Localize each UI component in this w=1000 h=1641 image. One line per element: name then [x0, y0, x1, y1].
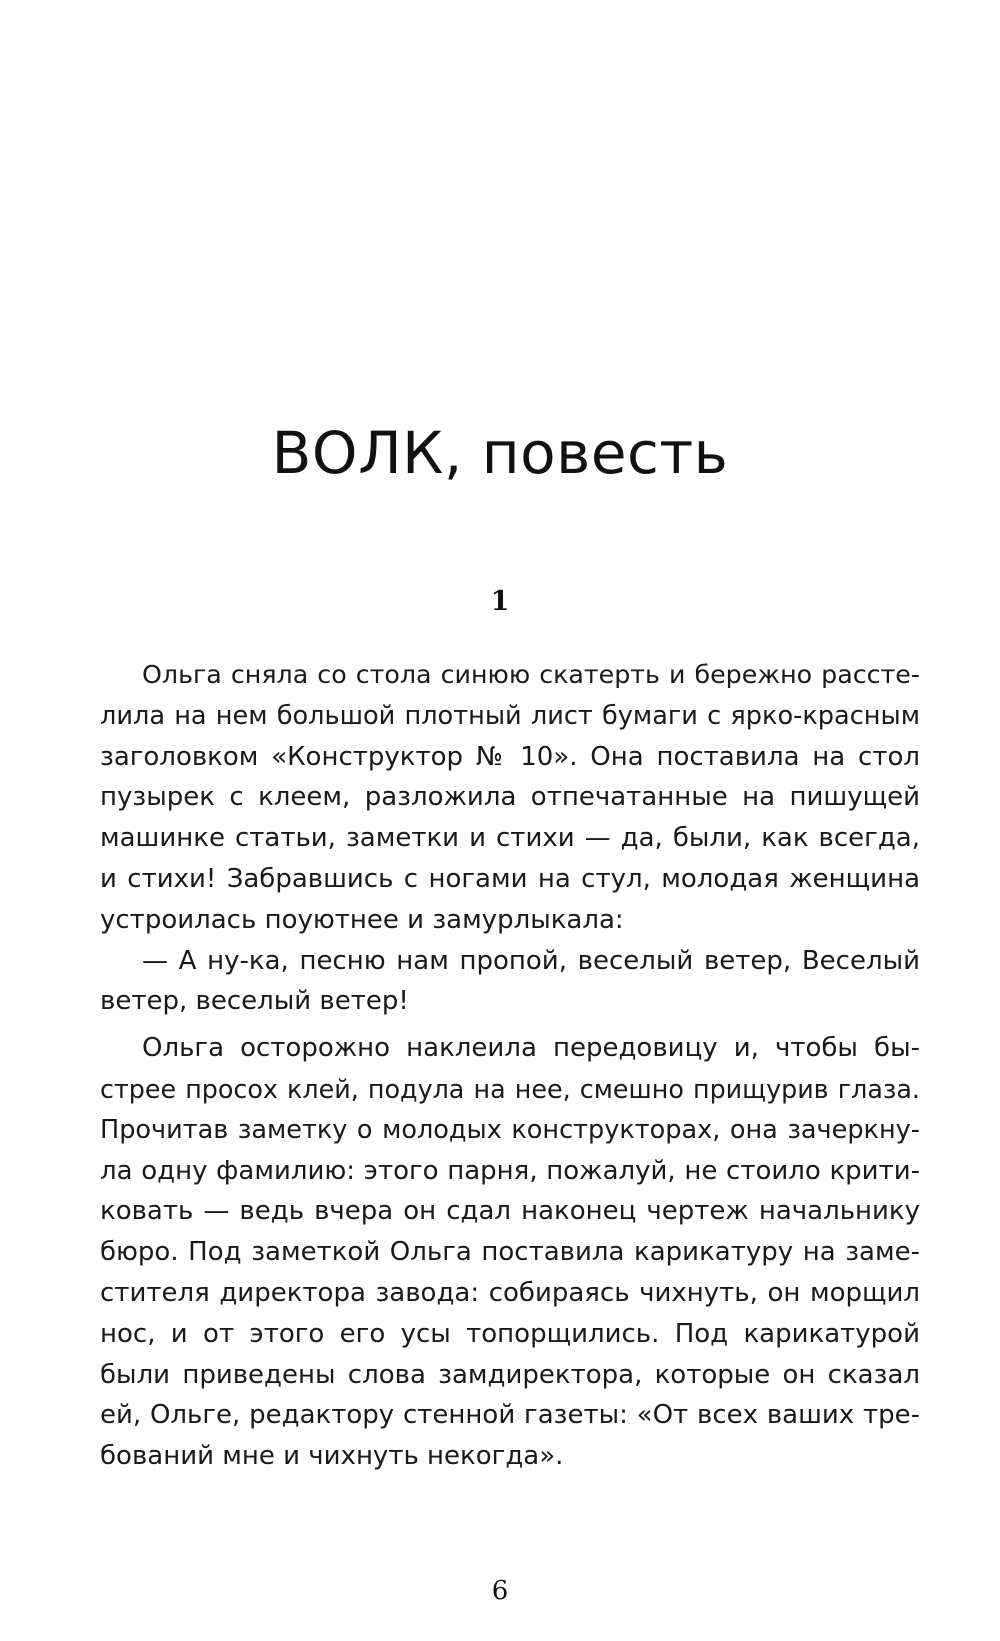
text-line: ковать — ведь вчера он сдал наконец чертеж начальнику: [100, 1196, 920, 1227]
text-line: были приведены слова замдиректора, которые он сказал: [100, 1359, 920, 1390]
text-line: машинке статьи, заметки и стихи — да, были, как всегда,: [100, 823, 920, 854]
text-line: заголовком «Конструктор № 10». Она поставила на стол: [100, 741, 920, 772]
text-line: бований мне и чихнуть некогда».: [100, 1441, 564, 1472]
text-line: Ольга сняла со стола синюю скатерть и бережно рассте-: [142, 660, 920, 689]
text-line: стрее просох клей, подула на нее, смешно прищурив глаза.: [100, 1073, 920, 1104]
text-line: ветер, веселый ветер!: [100, 986, 409, 1017]
text-line: Прочитав заметку о молодых конструкторах, она зачеркну-: [100, 1114, 920, 1145]
text-line: пузырек с клеем, разложила отпечатанные на пишущей: [100, 782, 920, 813]
text-line: нос, и от этого его усы топорщились. Под карикатурой: [100, 1318, 920, 1349]
text-line: бюро. Под заметкой Ольга поставила карикатуру на заме-: [100, 1237, 920, 1268]
text-line: и стихи! Забравшись с ногами на стул, молодая женщина: [100, 863, 920, 894]
text-line: — А ну-ка, песню нам пропой, веселый ветер, Веселый: [142, 945, 920, 976]
text-line: Ольга осторожно наклеила передовицу и, чтобы бы-: [142, 1033, 920, 1064]
body-text: [100, 655, 920, 1477]
text-line: устроилась поуютнее и замурлыкала:: [100, 904, 624, 935]
text-line: лила на нем большой плотный лист бумаги с ярко-красным: [100, 700, 920, 731]
text-line: ла одну фамилию: этого парня, пожалуй, не стоило крити-: [100, 1155, 920, 1186]
chapter-number: 1: [490, 586, 510, 617]
chapter-title: ВОЛК, повесть: [271, 419, 729, 487]
text-line: ей, Ольге, редактору стенной газеты: «От всех ваших тре-: [100, 1400, 920, 1431]
text-line: стителя директора завода: собираясь чихнуть, он морщил: [100, 1277, 920, 1308]
page-number: 6: [491, 1576, 509, 1606]
